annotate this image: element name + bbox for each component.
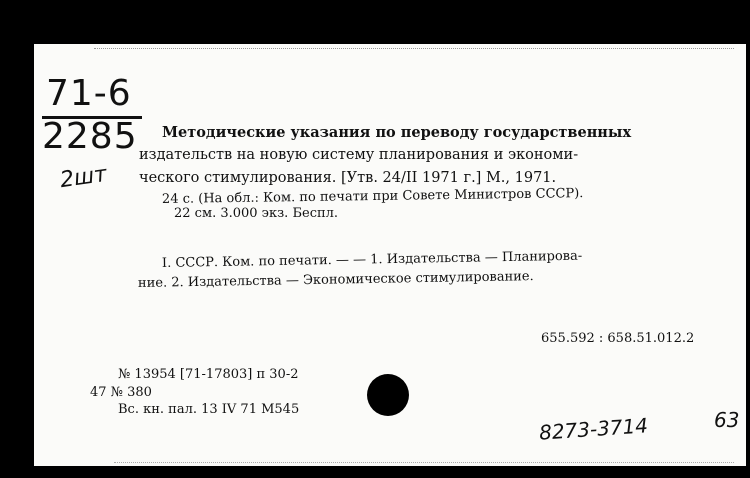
registry-line-1: № 13954 [71-17803] п 30-2 — [118, 367, 299, 382]
registry-line-3: Вс. кн. пал. 13 IV 71 М545 — [118, 402, 300, 417]
classification-code: 655.592 : 658.51.012.2 — [541, 331, 695, 346]
handwritten-catalog-number-bottom: 2285 — [42, 116, 138, 157]
catalog-card — [34, 44, 746, 466]
subject-headings-line-2: ние. 2. Издательства — Экономическое стимулирование. — [137, 269, 534, 291]
entry-title-line-3: ческого стимулирования. [Утв. 24/II 1971 г.] М., 1971. — [139, 170, 557, 186]
handwritten-copies-note: 2шт — [58, 161, 109, 194]
entry-title-line-2: издательств на новую систему планирования и экономи- — [139, 147, 579, 163]
handwritten-footer-right: 63 — [714, 408, 740, 432]
punch-hole — [367, 374, 409, 416]
physical-description-line-1: 24 с. (На обл.: Ком. по печати при Совете Министров СССР). — [161, 186, 584, 207]
handwritten-catalog-number-top: 71-6 — [46, 73, 132, 114]
top-edge-speckle — [94, 48, 734, 50]
registry-line-2: 47 № 380 — [90, 385, 152, 400]
physical-description-line-2: 22 см. 3.000 экз. Беспл. — [174, 206, 339, 221]
handwritten-footer-left: 8273-3714 — [538, 413, 649, 445]
subject-headings-line-1: I. СССР. Ком. по печати. — — 1. Издательства — Планирова- — [161, 248, 583, 271]
entry-title-line-1: Методические указания по переводу государственных — [162, 124, 632, 141]
bottom-edge-speckle — [114, 462, 734, 464]
